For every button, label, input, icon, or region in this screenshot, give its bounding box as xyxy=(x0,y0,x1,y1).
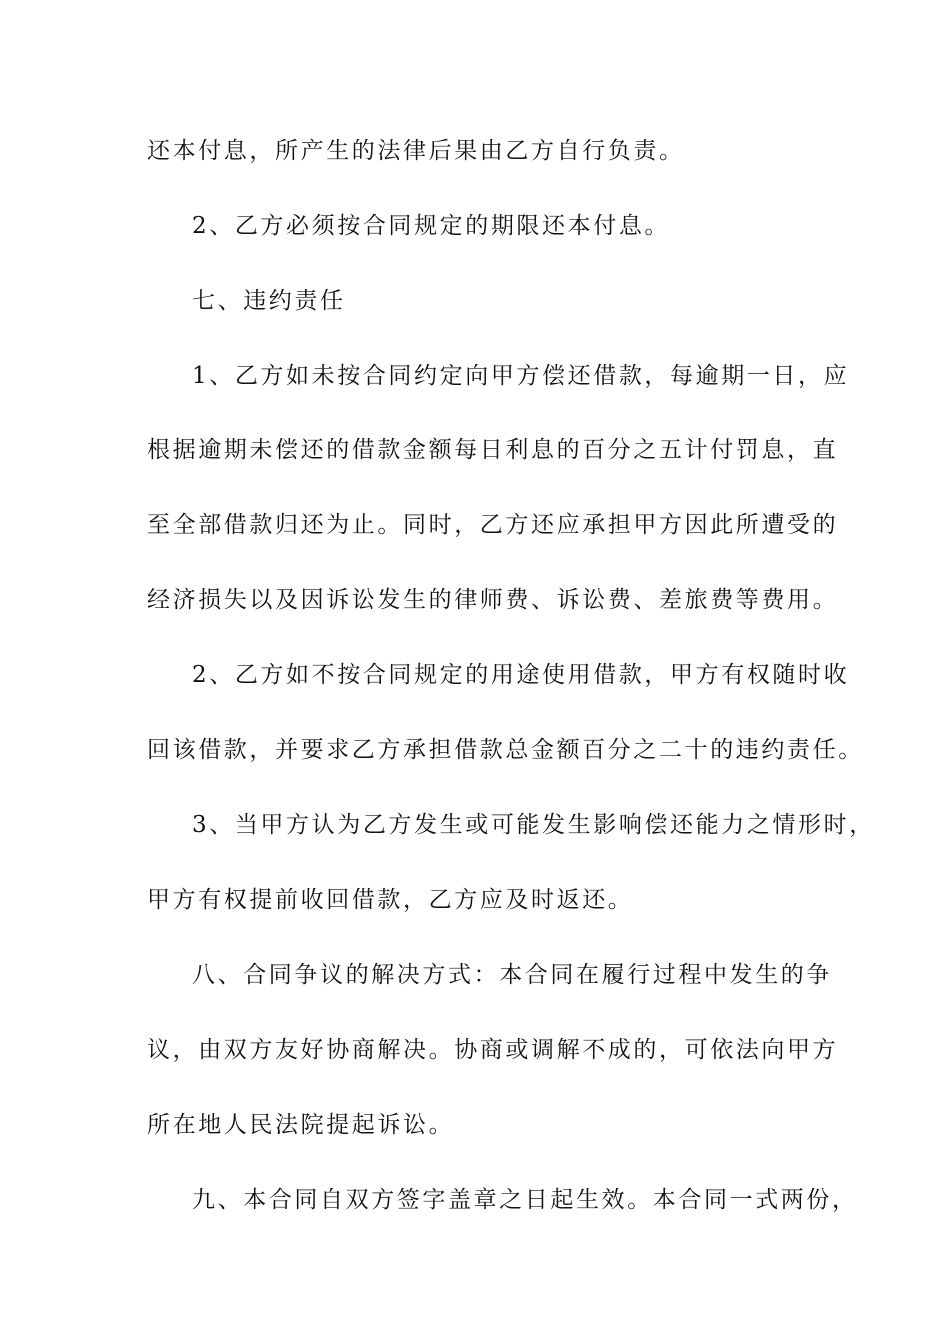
clause-6-item-2: 2、乙方必须按合同规定的期限还本付息。 xyxy=(192,213,671,239)
text-line: 经济损失以及因诉讼发生的律师费、诉讼费、差旅费等费用。 xyxy=(147,587,839,613)
clause-7-item-1: 1、乙方如未按合同约定向甲方偿还借款，每逾期一日，应 xyxy=(192,363,850,389)
text-line: 回该借款，并要求乙方承担借款总金额百分之二十的违约责任。 xyxy=(147,737,864,763)
clause-7-item-2: 2、乙方如不按合同规定的用途使用借款，甲方有权随时收 xyxy=(192,662,850,688)
text-line: 还本付息，所产生的法律后果由乙方自行负责。 xyxy=(147,138,685,164)
section-dispute-resolution: 八、合同争议的解决方式：本合同在履行过程中发生的争 xyxy=(192,962,832,988)
text-line: 甲方有权提前收回借款，乙方应及时返还。 xyxy=(147,887,634,913)
text-line: 议，由双方友好协商解决。协商或调解不成的，可依法向甲方 xyxy=(147,1037,839,1063)
section-effectiveness: 九、本合同自双方签字盖章之日起生效。本合同一式两份， xyxy=(192,1187,858,1213)
text-line: 根据逾期未偿还的借款金额每日利息的百分之五计付罚息，直 xyxy=(147,437,839,463)
clause-7-item-3: 3、当甲方认为乙方发生或可能发生影响偿还能力之情形时， xyxy=(192,812,875,838)
section-heading-breach-liability: 七、违约责任 xyxy=(192,288,346,314)
text-line: 所在地人民法院提起诉讼。 xyxy=(147,1112,455,1138)
text-line: 至全部借款归还为止。同时，乙方还应承担甲方因此所遭受的 xyxy=(147,512,839,538)
